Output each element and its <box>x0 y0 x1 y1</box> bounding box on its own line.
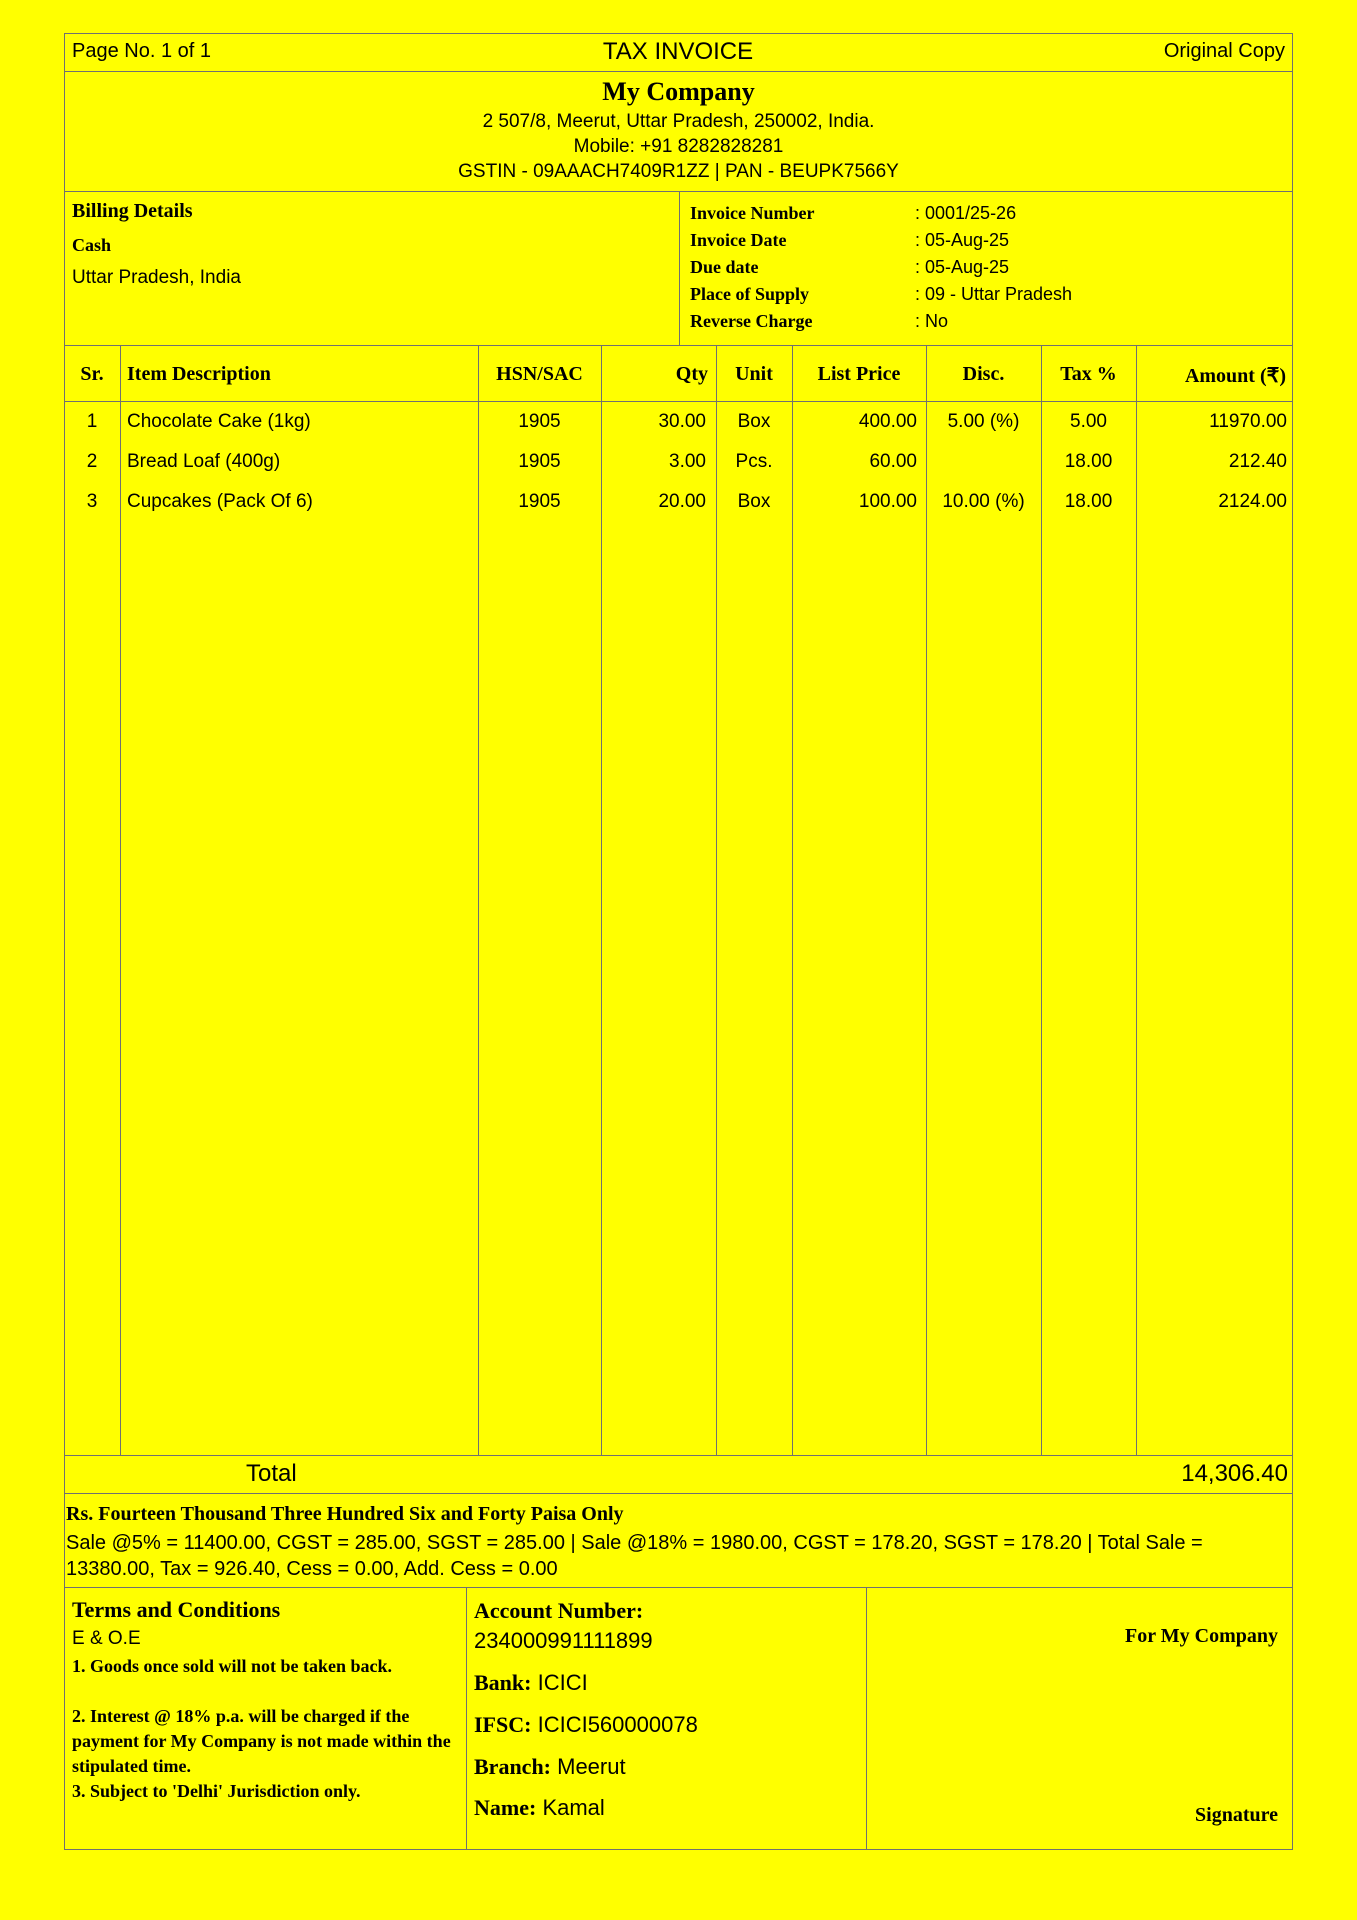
page-number: Page No. 1 of 1 <box>72 40 211 62</box>
row-tax: 18.00 <box>1064 451 1113 472</box>
row-sr: 1 <box>86 411 98 432</box>
row-discount: 10.00 (%) <box>942 491 1025 512</box>
total-label: Total <box>246 1460 297 1487</box>
terms-line-3: 3. Subject to 'Delhi' Jurisdiction only. <box>72 1781 361 1801</box>
account-name-label: Name: <box>474 1795 537 1820</box>
invoice-title: TAX INVOICE <box>602 38 754 65</box>
reverse-charge-label: Reverse Charge <box>690 311 813 331</box>
due-date-value: : 05-Aug-25 <box>915 257 1010 277</box>
invoice-date-label: Invoice Date <box>690 230 787 250</box>
ifsc-label: IFSC: <box>474 1712 532 1737</box>
terms-line-2: 2. Interest @ 18% p.a. will be charged if the payment for My Company is not made within the stipulated time. <box>72 1706 451 1776</box>
row-hsn: 1905 <box>518 451 561 472</box>
divider <box>64 401 1293 402</box>
invoice-number-value: : 0001/25-26 <box>915 203 1017 223</box>
row-amount: 2124.00 <box>1218 491 1287 512</box>
row-qty: 30.00 <box>658 411 706 432</box>
row-qty: 3.00 <box>669 451 706 472</box>
billing-heading: Billing Details <box>72 200 193 222</box>
row-hsn: 1905 <box>518 491 561 512</box>
bank-label: Bank: <box>474 1670 532 1695</box>
row-unit: Pcs. <box>735 451 773 472</box>
header-list-price: List Price <box>817 363 901 385</box>
place-of-supply-label: Place of Supply <box>690 284 810 304</box>
header-sr: Sr. <box>80 363 104 385</box>
company-name: My Company <box>602 77 755 106</box>
place-of-supply-value: : 09 - Uttar Pradesh <box>915 284 1073 304</box>
account-number-value: 234000991111899 <box>474 1628 653 1653</box>
row-list-price: 400.00 <box>858 411 917 432</box>
invoice-date-value: : 05-Aug-25 <box>915 230 1010 250</box>
branch-row <box>474 1754 626 1780</box>
divider <box>466 1587 467 1850</box>
row-list-price: 60.00 <box>869 451 917 472</box>
terms-eoe: E & O.E <box>72 1628 141 1649</box>
divider <box>866 1587 867 1850</box>
due-date-label: Due date <box>690 257 759 277</box>
reverse-charge-value: : No <box>915 311 949 331</box>
divider <box>679 191 680 345</box>
row-amount: 212.40 <box>1228 451 1287 472</box>
branch-label: Branch: <box>474 1754 551 1779</box>
column-divider <box>120 345 121 1455</box>
company-address: 2 507/8, Meerut, Uttar Pradesh, 250002, India. <box>482 111 875 132</box>
copy-type: Original Copy <box>1163 40 1285 62</box>
tax-summary: Sale @5% = 11400.00, CGST = 285.00, SGST = 285.00 | Sale @18% = 1980.00, CGST = 178.20, SGST = 178.20 | Total Sale = 13380.00, Tax = 926.40, Cess = 0.00, Add. Cess = 0.00 <box>66 1532 1203 1580</box>
divider <box>64 1455 1293 1456</box>
account-name-row <box>474 1795 605 1821</box>
company-mobile: Mobile: +91 8282828281 <box>573 136 784 157</box>
row-hsn: 1905 <box>518 411 561 432</box>
row-tax: 5.00 <box>1070 411 1107 432</box>
invoice-number-label: Invoice Number <box>690 203 815 223</box>
ifsc-value: ICICI560000078 <box>537 1712 698 1737</box>
billing-location: Uttar Pradesh, India <box>72 267 241 288</box>
row-description: Bread Loaf (400g) <box>127 451 281 472</box>
header-unit: Unit <box>735 363 773 385</box>
bank-value: ICICI <box>537 1670 588 1695</box>
billing-name: Cash <box>72 235 112 255</box>
row-sr: 3 <box>86 491 98 512</box>
terms-line-1: 1. Goods once sold will not be taken back. <box>72 1656 393 1676</box>
for-company: For My Company <box>1125 1625 1278 1647</box>
row-unit: Box <box>737 411 771 432</box>
row-sr: 2 <box>86 451 98 472</box>
company-gstin-pan: GSTIN - 09AAACH7409R1ZZ | PAN - BEUPK7566Y <box>458 161 899 182</box>
header-description: Item Description <box>127 363 271 385</box>
account-name-value: Kamal <box>542 1795 605 1820</box>
total-value: 14,306.40 <box>1181 1460 1288 1487</box>
divider <box>64 1587 1293 1588</box>
header-discount: Disc. <box>962 363 1005 385</box>
account-number-label: Account Number: <box>474 1598 644 1623</box>
row-amount: 11970.00 <box>1209 411 1287 432</box>
signature-label: Signature <box>1195 1804 1278 1826</box>
terms-heading: Terms and Conditions <box>72 1597 281 1622</box>
row-qty: 20.00 <box>658 491 706 512</box>
header-amount: Amount (₹) <box>1184 365 1286 387</box>
header-tax: Tax % <box>1060 363 1117 385</box>
row-unit: Box <box>737 491 771 512</box>
row-description: Chocolate Cake (1kg) <box>127 411 311 432</box>
row-description: Cupcakes (Pack Of 6) <box>127 491 313 512</box>
divider <box>64 71 1293 72</box>
divider <box>64 345 1293 346</box>
branch-value: Meerut <box>557 1754 626 1779</box>
row-list-price: 100.00 <box>858 491 917 512</box>
row-tax: 18.00 <box>1064 491 1113 512</box>
bank-row <box>474 1670 588 1696</box>
ifsc-row <box>474 1712 698 1738</box>
divider <box>64 1493 1293 1494</box>
amount-in-words: Rs. Fourteen Thousand Three Hundred Six and Forty Paisa Only <box>66 1503 624 1525</box>
header-hsn: HSN/SAC <box>496 363 583 385</box>
row-discount: 5.00 (%) <box>947 411 1020 432</box>
header-qty: Qty <box>675 363 708 385</box>
